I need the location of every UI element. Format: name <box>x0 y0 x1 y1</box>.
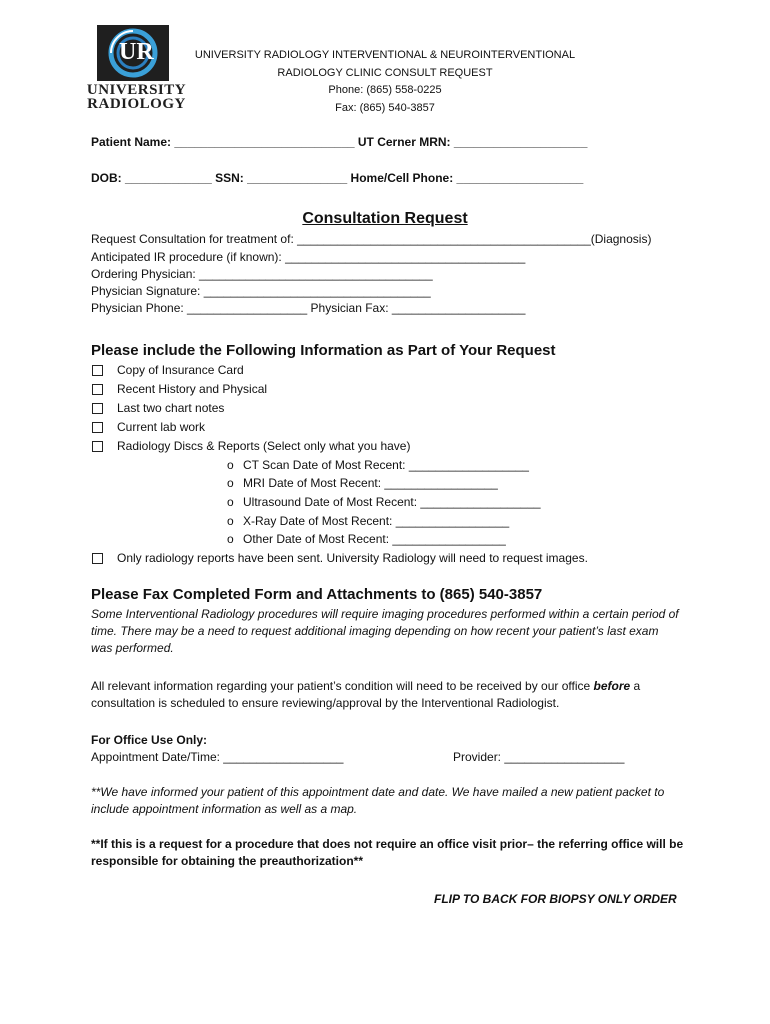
bullet-marker: o <box>227 476 234 490</box>
relevant-info-text: All relevant information regarding your patient’s condition will need to be received by our office <box>91 679 591 693</box>
checklist-label: Radiology Discs & Reports (Select only what you have) <box>117 439 411 453</box>
physician-phone-fax-field[interactable]: Physician Phone: __________________ Physician Fax: ____________________ <box>91 301 526 315</box>
patient-dob-field[interactable]: DOB: _____________ SSN: _______________ Home/Cell Phone: ___________________ <box>91 171 584 185</box>
checkbox-insurance-card[interactable] <box>92 365 103 376</box>
appointment-datetime-field[interactable]: Appointment Date/Time: __________________ <box>91 750 344 764</box>
treatment-field[interactable]: Request Consultation for treatment of: ____________________________________________(Diagnosis) <box>91 232 652 246</box>
checkbox-history-physical[interactable] <box>92 384 103 395</box>
header-org-line: UNIVERSITY RADIOLOGY INTERVENTIONAL & NEUROINTERVENTIONAL <box>194 49 576 61</box>
bullet-marker: o <box>227 532 234 546</box>
header-phone: Phone: (865) 558-0225 <box>328 84 442 96</box>
include-section-title: Please include the Following Information as Part of Your Request <box>91 342 556 359</box>
flip-instruction: FLIP TO BACK FOR BIOPSY ONLY ORDER <box>434 892 677 906</box>
relevant-info-emphasis: before <box>593 679 631 693</box>
header-form-title: RADIOLOGY CLINIC CONSULT REQUEST <box>277 67 493 79</box>
ordering-physician-field[interactable]: Ordering Physician: ___________________________________ <box>91 267 433 281</box>
relevant-info-text-end: a consultation is scheduled to ensure reviewing/approval by the Interventional Radiologist. <box>91 679 641 710</box>
logo-initials: UR <box>119 39 154 65</box>
imaging-timing-note: Some Interventional Radiology procedures will require imaging procedures performed within a certain period of time. There may be a need to request additional imaging depending on how recent your patient’s last exam was performed. <box>91 607 679 655</box>
mri-date-field[interactable]: MRI Date of Most Recent: _________________ <box>243 476 498 490</box>
relevant-info-paragraph <box>91 678 671 712</box>
fax-section-title: Please Fax Completed Form and Attachments to (865) 540-3857 <box>91 586 543 603</box>
ct-scan-date-field[interactable]: CT Scan Date of Most Recent: __________________ <box>243 458 529 472</box>
checkbox-lab-work[interactable] <box>92 422 103 433</box>
ultrasound-date-field[interactable]: Ultrasound Date of Most Recent: __________________ <box>243 495 541 509</box>
other-date-field[interactable]: Other Date of Most Recent: _________________ <box>243 532 506 546</box>
preauthorization-note: **If this is a request for a procedure that does not require an office visit prior– the referring office will be responsible for obtaining the preauthorization** <box>91 837 684 868</box>
xray-date-field[interactable]: X-Ray Date of Most Recent: _________________ <box>243 514 510 528</box>
checkbox-reports-only[interactable] <box>92 553 103 564</box>
bullet-marker: o <box>227 495 234 509</box>
header-fax: Fax: (865) 540-3857 <box>335 102 435 114</box>
checkbox-radiology-discs[interactable] <box>92 441 103 452</box>
consult-title: Consultation Request <box>302 210 468 227</box>
logo-mark <box>97 25 169 81</box>
physician-signature-field[interactable]: Physician Signature: __________________________________ <box>91 284 431 298</box>
checklist-label: Current lab work <box>117 420 206 434</box>
checkbox-chart-notes[interactable] <box>92 403 103 414</box>
logo-word-university: UNIVERSITY <box>86 82 187 98</box>
checklist-label: Last two chart notes <box>117 401 225 415</box>
office-use-title: For Office Use Only: <box>91 733 208 747</box>
checklist-label: Recent History and Physical <box>117 382 268 396</box>
bullet-marker: o <box>227 514 234 528</box>
appointment-informed-note: **We have informed your patient of this appointment date and date. We have mailed a new patient packet to include appointment information as well as a map. <box>91 785 665 816</box>
patient-name-field[interactable]: Patient Name: ___________________________ UT Cerner MRN: ____________________ <box>91 135 588 149</box>
logo-word-radiology: RADIOLOGY <box>87 96 186 112</box>
provider-field[interactable]: Provider: __________________ <box>453 750 625 764</box>
bullet-marker: o <box>227 458 234 472</box>
checklist-label: Copy of Insurance Card <box>117 363 244 377</box>
ir-procedure-field[interactable]: Anticipated IR procedure (if known): ____________________________________ <box>91 250 526 264</box>
checklist-label: Only radiology reports have been sent. University Radiology will need to request images. <box>117 551 588 565</box>
